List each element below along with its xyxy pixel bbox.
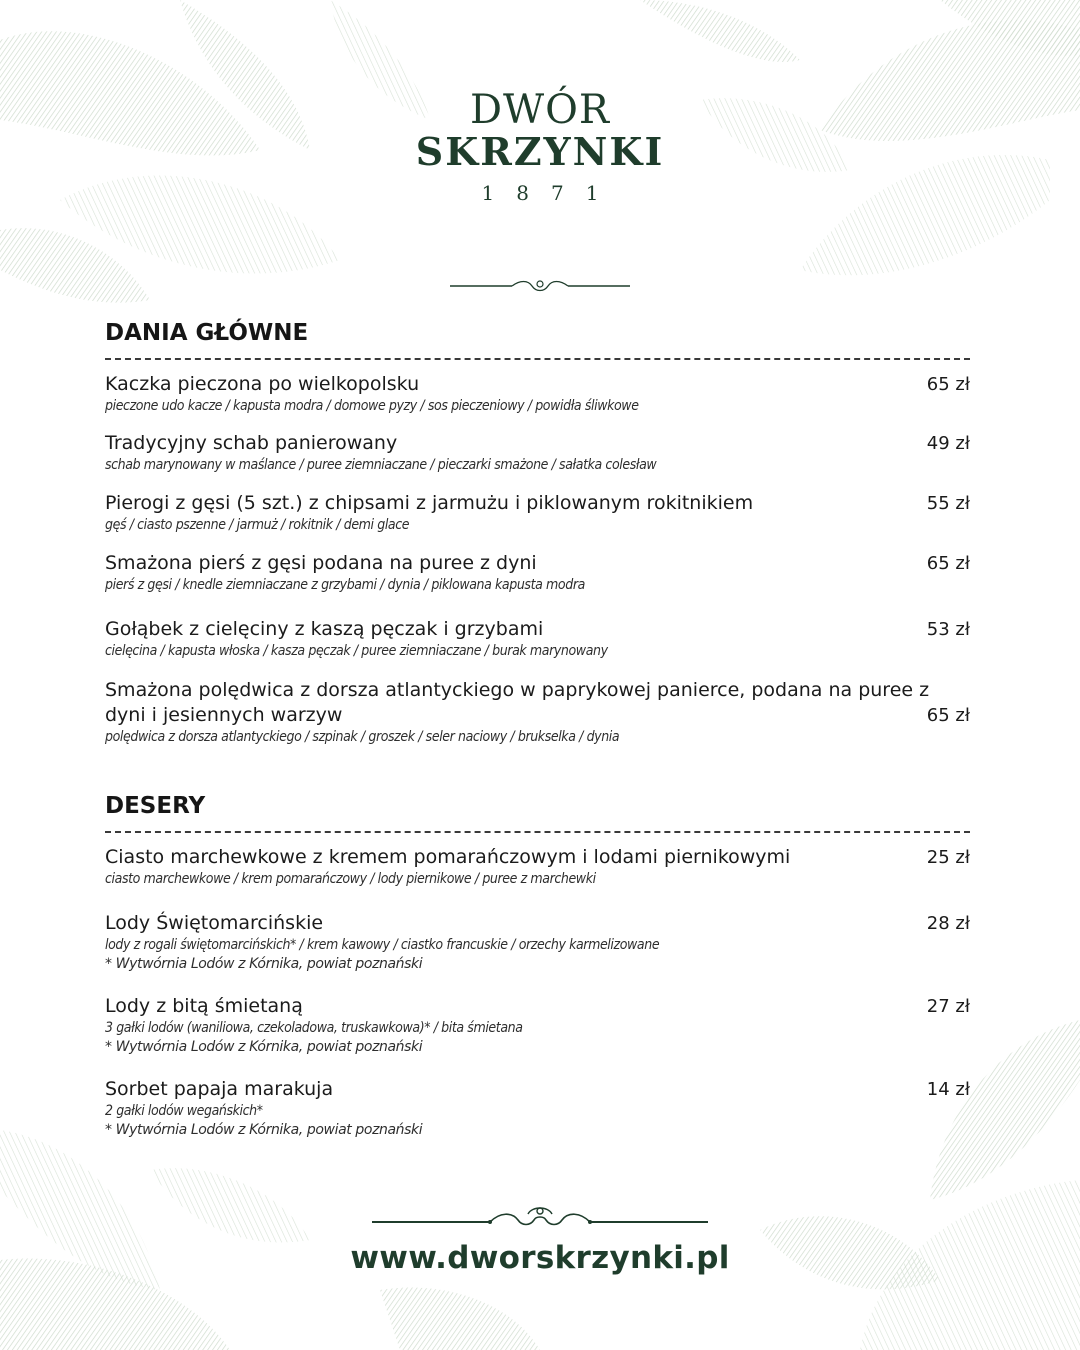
item-name: Smażona pierś z gęsi podana na puree z dyni (105, 552, 537, 574)
item-price: 14 zł (926, 1079, 970, 1100)
menu-item (105, 1077, 970, 1139)
logo-text-dwor: DWÓR (469, 87, 611, 133)
item-name: Sorbet papaja marakuja (105, 1078, 334, 1100)
bottom-ornament-icon (372, 1204, 708, 1236)
item-price: 28 zł (926, 913, 970, 934)
item-description: ciasto marchewkowe / krem pomarańczowy / lody piernikowe / puree z marchewki (105, 871, 596, 887)
item-description: lody z rogali świętomarcińskich* / krem kawowy / ciastko francuskie / orzechy karmelizowane (105, 937, 660, 953)
menu-item (105, 678, 970, 747)
logo-text-skrzynki: SKRZYNKI (415, 129, 665, 174)
brand-logo (0, 88, 1080, 206)
section-divider (105, 831, 970, 833)
item-description: 3 gałki lodów (waniliowa, czekoladowa, truskawkowa)* / bita śmietana (105, 1020, 523, 1036)
menu-item (105, 617, 970, 661)
menu-item (105, 372, 970, 416)
item-name: Tradycyjny schab panierowany (105, 432, 398, 454)
item-price: 25 zł (926, 847, 970, 868)
item-note: * Wytwórnia Lodów z Kórnika, powiat poznański (105, 1039, 423, 1055)
item-price: 65 zł (926, 374, 970, 395)
item-price: 65 zł (926, 553, 970, 574)
section-divider (105, 358, 970, 360)
item-name: Lody Świętomarcińskie (105, 912, 324, 934)
menu-item (105, 994, 970, 1056)
item-note: * Wytwórnia Lodów z Kórnika, powiat poznański (105, 956, 423, 972)
menu-item (105, 431, 970, 475)
section-title-main-dishes: DANIA GŁÓWNE (105, 320, 309, 346)
item-description: pierś z gęsi / knedle ziemniaczane z grzybami / dynia / piklowana kapusta modra (105, 577, 585, 593)
logo-year: 1871 (481, 181, 621, 205)
item-description: schab marynowany w maślance / puree ziemniaczane / pieczarki smażone / sałatka colesław (105, 457, 657, 473)
item-name: Kaczka pieczona po wielkopolsku (105, 373, 420, 395)
item-name: Pierogi z gęsi (5 szt.) z chipsami z jarmużu i piklowanym rokitnikiem (105, 492, 754, 514)
section-title-desserts: DESERY (105, 793, 206, 819)
item-note: * Wytwórnia Lodów z Kórnika, powiat poznański (105, 1122, 423, 1138)
item-price: 55 zł (926, 493, 970, 514)
item-description: cielęcina / kapusta włoska / kasza pęczak / puree ziemniaczane / burak marynowany (105, 643, 608, 659)
item-description: 2 gałki lodów wegańskich* (105, 1103, 263, 1119)
menu-item (105, 551, 970, 595)
website-link[interactable]: www.dworskrzynki.pl (350, 1240, 730, 1276)
item-description: gęś / ciasto pszenne / jarmuż / rokitnik / demi glace (105, 517, 410, 533)
menu-item (105, 491, 970, 535)
item-name: Lody z bitą śmietaną (105, 995, 303, 1017)
item-price: 53 zł (926, 619, 970, 640)
item-name: Smażona polędwica z dorsza atlantyckiego w paprykowej panierce, podana na puree z dyni i jesiennych warzyw (105, 679, 930, 726)
menu-item (105, 911, 970, 973)
item-description: polędwica z dorsza atlantyckiego / szpinak / groszek / seler naciowy / brukselka / dynia (105, 729, 620, 745)
item-price: 65 zł (926, 705, 970, 726)
top-ornament-icon (450, 276, 630, 296)
item-name: Ciasto marchewkowe z kremem pomarańczowym i lodami piernikowymi (105, 846, 791, 868)
item-price: 49 zł (926, 433, 970, 454)
item-price: 27 zł (926, 996, 970, 1017)
item-description: pieczone udo kacze / kapusta modra / domowe pyzy / sos pieczeniowy / powidła śliwkowe (105, 398, 639, 414)
item-name: Gołąbek z cielęciny z kaszą pęczak i grzybami (105, 618, 544, 640)
menu-item (105, 845, 970, 889)
